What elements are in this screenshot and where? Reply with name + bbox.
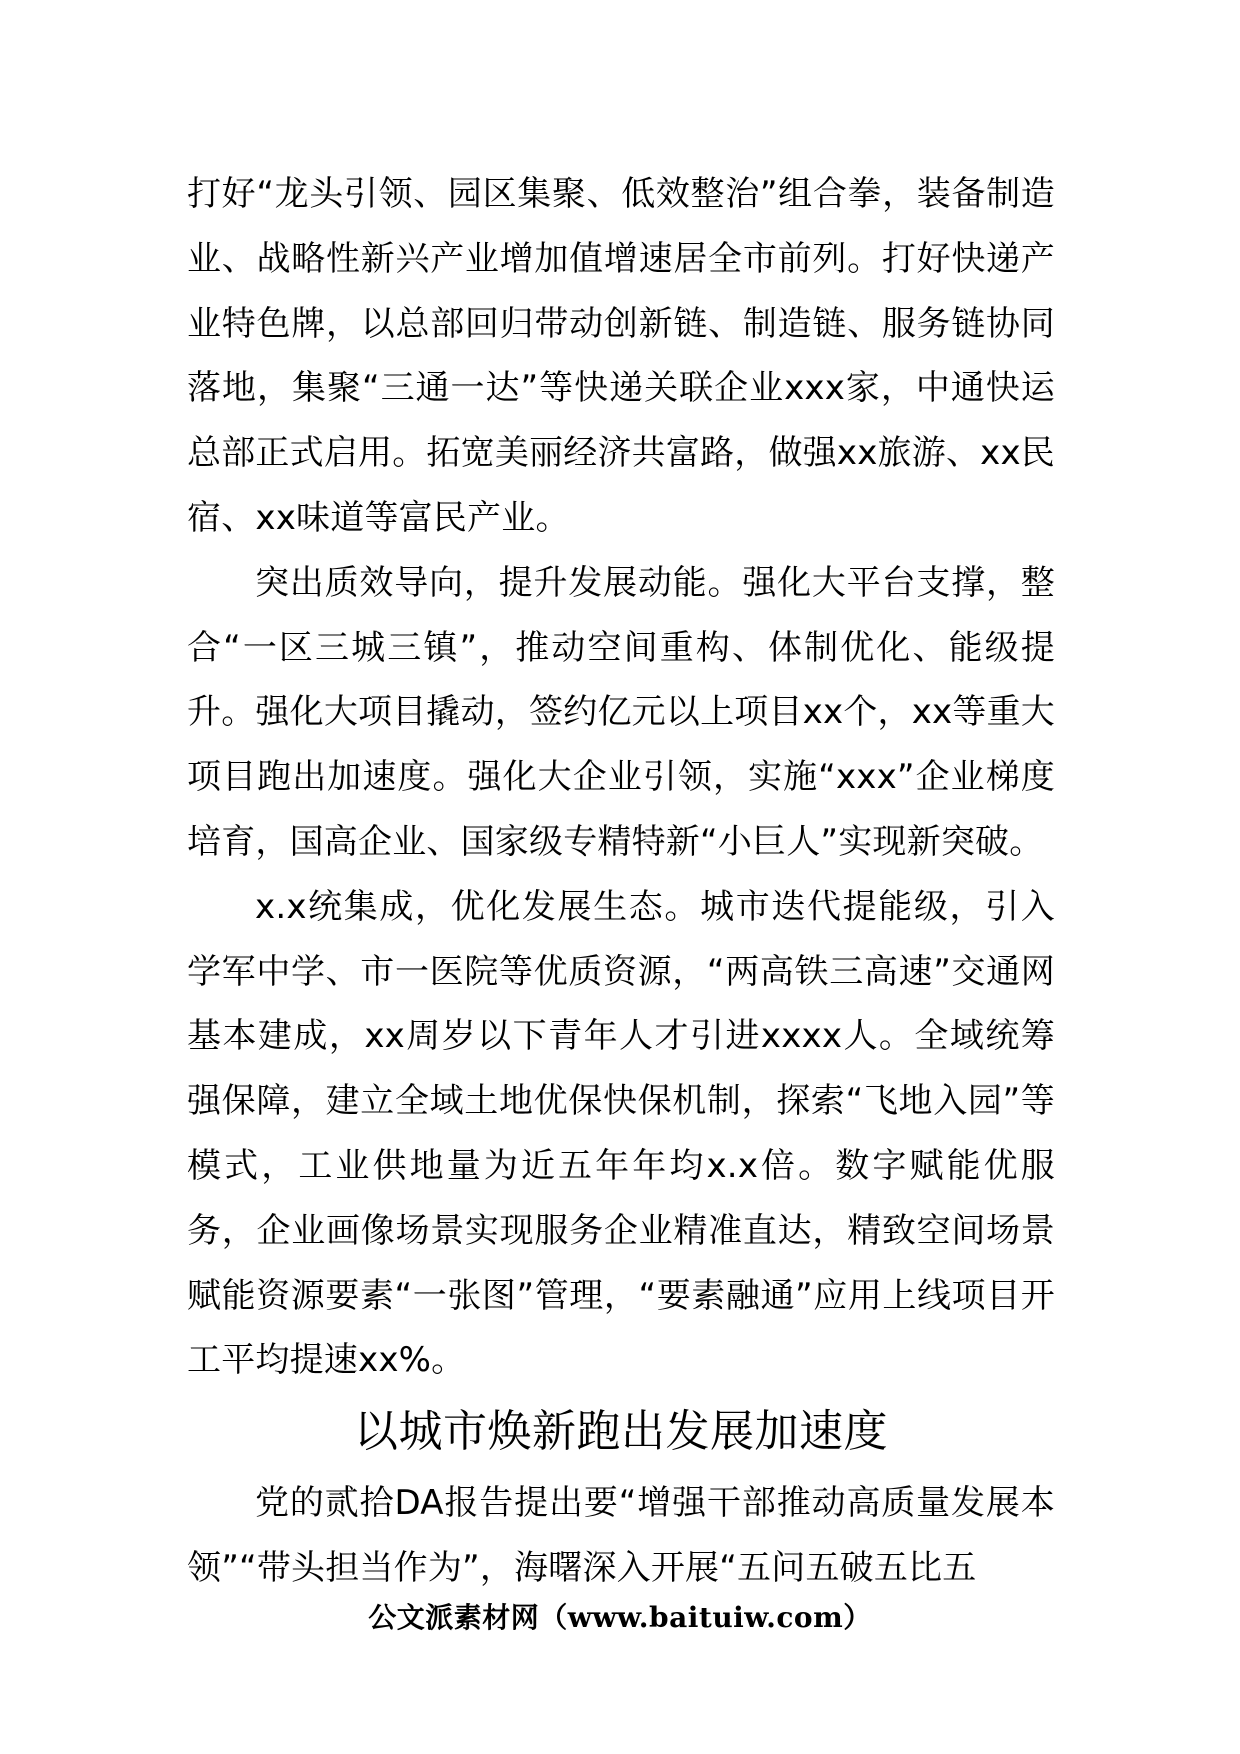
section-heading: 以城市焕新跑出发展加速度 <box>354 1406 888 1458</box>
paragraph-2: 突出质效导向，提升发展动能。强化大平台支撑，整合“一区三城三镇”，推动空间重构、体制优化、能级提升。强化大项目撬动，签约亿元以上项目xx个，xx等重大项目跑出加速度。强化大企业引领，实施“xxx”企业梯度培育，国高企业、国家级专精特新“小巨人”实现新突破。 <box>187 562 1055 862</box>
paragraph-4: 党的贰拾DA报告提出要“增强干部推动高质量发展本领”“带头担当作为”，海曙深入开展“五问五破五比五 <box>187 1483 1055 1588</box>
document-body <box>187 162 1055 1601</box>
footer-watermark: 公文派素材网（www.baituiw.com） <box>368 1601 872 1634</box>
paragraph-1: 打好“龙头引领、园区集聚、低效整治”组合拳，装备制造业、战略性新兴产业增加值增速居全市前列。打好快递产业特色牌，以总部回归带动创新链、制造链、服务链协同落地，集聚“三通一达”等快递关联企业xxx家，中通快运总部正式启用。拓宽美丽经济共富路，做强xx旅游、xx民宿、xx味道等富民产业。 <box>187 174 1055 538</box>
paragraph-3: x.x统集成，优化发展生态。城市迭代提能级，引入学军中学、市一医院等优质资源，“两高铁三高速”交通网基本建成，xx周岁以下青年人才引进xxxx人。全域统筹强保障，建立全域土地优保快保机制，探索“飞地入园”等模式，工业供地量为近五年年均x.x倍。数字赋能优服务，企业画像场景实现服务企业精准直达，精致空间场景赋能资源要素“一张图”管理，“要素融通”应用上线项目开工平均提速xx%。 <box>187 886 1055 1381</box>
